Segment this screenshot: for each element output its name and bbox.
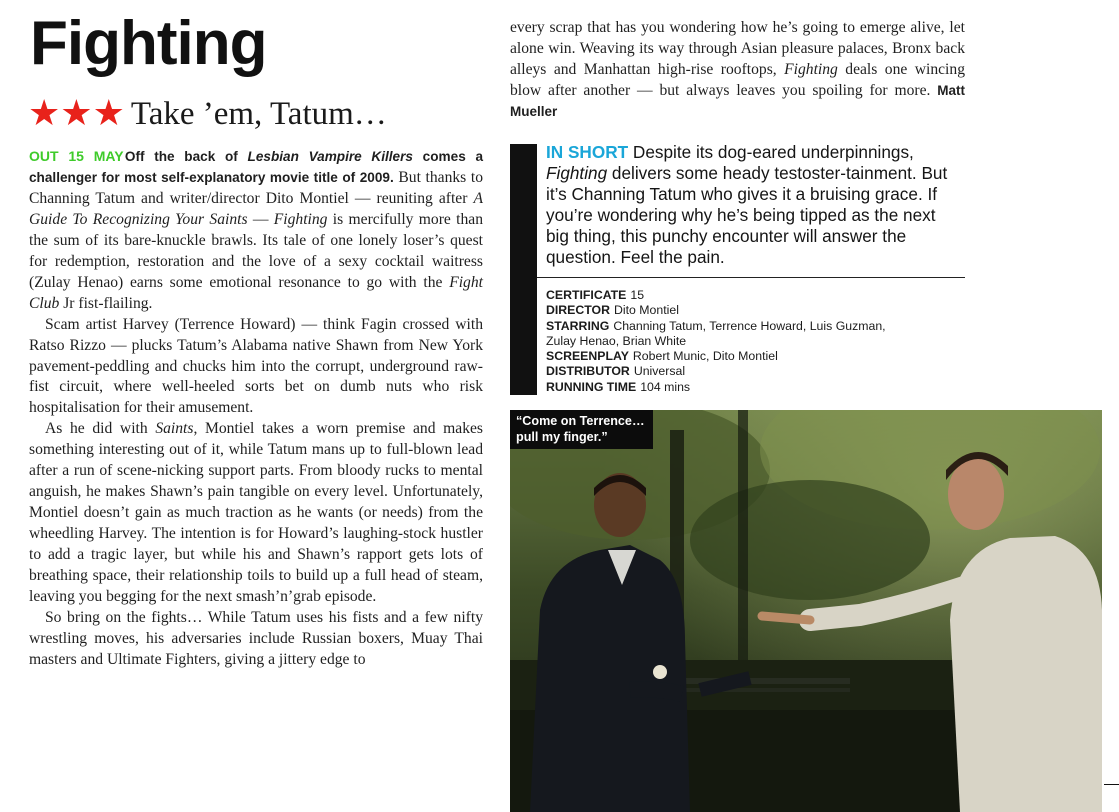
credit-certificate [546, 288, 964, 303]
verdict-text [546, 142, 962, 268]
credit-value: Dito Montiel [614, 303, 679, 318]
credit-starring [546, 319, 964, 334]
in-short-label: IN SHORT [546, 142, 629, 162]
lede-text: Off the back of [124, 149, 248, 164]
credit-distributor [546, 364, 964, 379]
lede-text-end: comes a challenger for most self-explanatory movie title of 2009. [29, 149, 484, 185]
verdict-text-part: delivers some heady testoster-tainment. But it’s Channing Tatum who gives it a bruising grace. If you’re wondering why he’s being tipped as the next big thing, this punchy encounter will answer the question. Feel the pain. [546, 163, 948, 267]
p1-text: Jr fist-flailing. [59, 294, 153, 312]
credit-director [546, 303, 964, 318]
verdict-film-title: Fighting [546, 163, 608, 183]
credit-value: Robert Munic, Dito Montiel [632, 349, 778, 364]
p5-text: deals one wincing blow after another — but always leaves you spoiling for more. [510, 60, 965, 99]
film-still-photo [510, 410, 1102, 812]
release-date-label: OUT 15 MAY [29, 148, 124, 164]
credits-list [546, 288, 964, 395]
photo-caption [510, 410, 653, 449]
p1-text: — [247, 210, 274, 228]
rating-row [28, 92, 387, 136]
film-still-illustration [510, 410, 1102, 812]
credit-label: DIRECTOR [546, 303, 610, 318]
review-title: Fighting [30, 9, 267, 78]
credit-starring-cont: Zulay Henao, Brian White [546, 333, 687, 348]
p5-text: every scrap that has you wondering how he’s going to emerge alive, let alone win. Weaving its way through Asian pleasure palaces, Bronx back alleys and Manhattan high-rise rooftops, [510, 19, 965, 78]
p5-film-title: Fighting [784, 60, 838, 78]
p1-text: is mercifully more than the sum of its bare-knuckle brawls. Its tale of one lonely loser’s quest for redemption, restoration and the love of a sexy cocktail waitress (Zulay Henao) earns some emotional resonance to go with the [29, 210, 483, 291]
p1-film-title: Fight Club [29, 273, 483, 312]
credit-label: RUNNING TIME [546, 379, 637, 394]
credit-value: Channing Tatum, Terrence Howard, Luis Guzman, [613, 318, 886, 333]
p3-text: , Montiel takes a worn premise and makes something interesting out of it, while Tatum mans up to full-blown lead after a run of scene-nicking support parts. From bloody rucks to mental anguish, he makes Shawn’s pain tangible on every level. Unfortunately, Montiel doesn’t gain as much traction as he wants (or needs) from the wheedling Harvey. The intention is for Howard’s laughing-stock hustler to add a tragic layer, but while his and Shawn’s rapport gets lots of breathing space, their relationship toils to build up a full head of steam, leaving you begging for the next smash’n’grab episode. [29, 420, 483, 606]
paragraph-3 [29, 419, 483, 608]
verdict-bar [510, 144, 537, 395]
p3-text: As he did with [45, 420, 156, 438]
lede-film-title: Lesbian Vampire Killers [247, 149, 413, 164]
body-column-right [510, 18, 965, 123]
credit-label: CERTIFICATE [546, 288, 627, 302]
credit-value: Universal [633, 364, 686, 379]
paragraph-2: Scam artist Harvey (Terrence Howard) — think Fagin crossed with Ratso Rizzo — plucks Tatum’s Alabama native Shawn from New York pavement-peddling and chucks him into the corrupt, underground raw-fist circuit, where well-heeled sorts bet on dumb nuts who risk hospitalisation for their amusement. [29, 315, 483, 417]
crop-mark [1104, 784, 1119, 785]
paragraph-4: So bring on the fights… While Tatum uses his fists and a few nifty wrestling moves, his adversaries include Russian boxers, Muay Thai masters and Ultimate Fighters, giving a jittery edge to [29, 608, 483, 668]
verdict-text-part: Despite its dog-eared underpinnings, [628, 142, 914, 162]
p3-film-title: Saints [155, 420, 194, 438]
paragraph-5 [510, 18, 965, 123]
byline: Matt Mueller [510, 82, 965, 119]
star-icon: ★ [60, 93, 93, 134]
credit-screenplay [546, 349, 964, 364]
star-icon: ★ [92, 93, 125, 134]
credit-value: 15 [630, 288, 645, 302]
tagline: Take ’em, Tatum… [130, 96, 387, 132]
body-column-left [29, 146, 483, 671]
p1-text: But thanks to Channing Tatum and writer/director Dito Montiel — reuniting after [29, 168, 484, 207]
p1-film-title: A Guide To Recognizing Your Saints [29, 189, 483, 228]
credit-label: SCREENPLAY [546, 349, 629, 364]
caption-line: pull my finger.” [516, 430, 608, 444]
credit-label: DISTRIBUTOR [546, 364, 630, 379]
credit-value: 104 mins [640, 379, 691, 394]
credit-label: STARRING [546, 318, 610, 333]
star-icon: ★ [28, 93, 61, 134]
credit-running-time [546, 380, 964, 395]
divider [537, 277, 965, 278]
caption-line: “Come on Terrence… [516, 414, 645, 428]
paragraph-1 [29, 146, 483, 315]
p1-film-title: Fighting [273, 210, 328, 228]
verdict-box [546, 142, 962, 268]
